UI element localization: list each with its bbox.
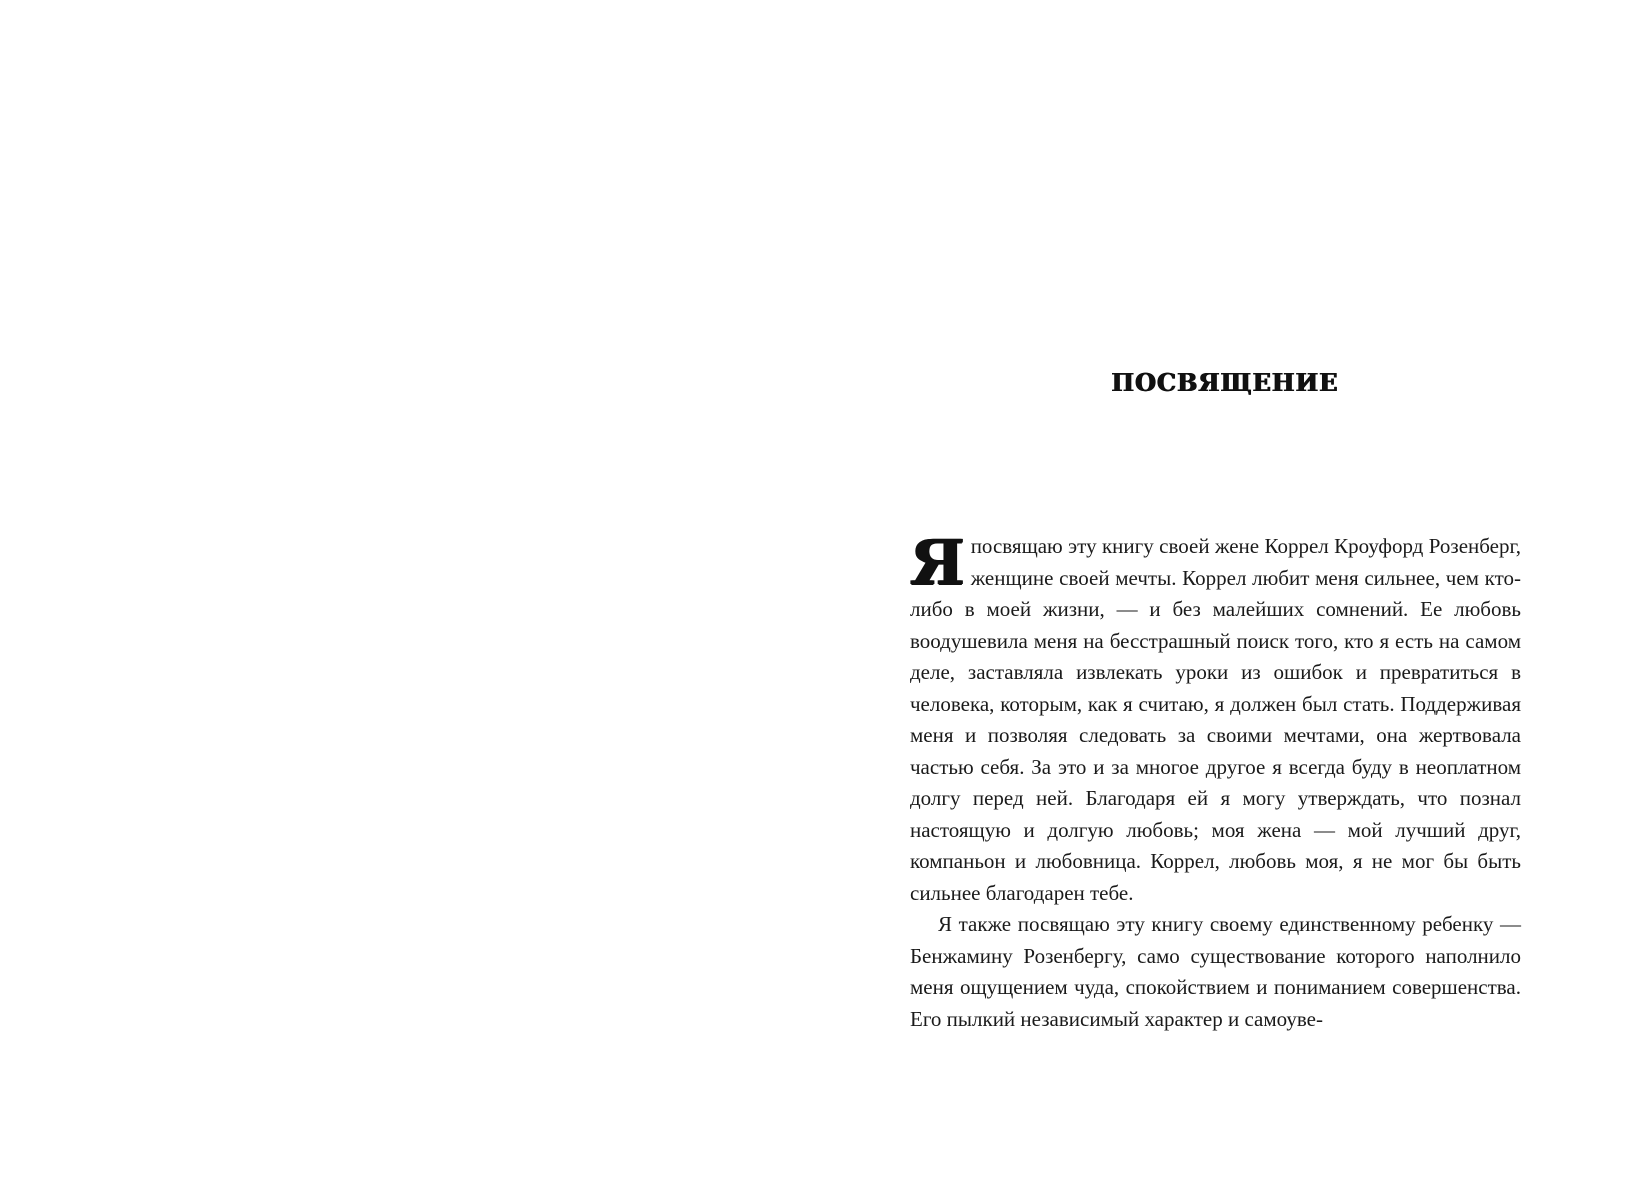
paragraph-2: Я также посвящаю эту книгу своему единственному ребенку — Бенжамину Розенбергу, само существование которого наполнило меня ощущением чуда, спокойствием и пониманием совершенства. Его пылкий независимый характер и самоуве- <box>910 912 1521 1031</box>
dedication-text <box>910 526 1521 1035</box>
chapter-title: ПОСВЯЩЕНИЕ <box>1111 368 1339 397</box>
drop-cap-letter: Я <box>910 526 965 599</box>
paragraph-1 <box>910 526 1521 909</box>
right-page <box>815 0 1630 1181</box>
paragraph-1-text: посвящаю эту книгу своей жене Коррел Кроуфорд Розенберг, женщине своей мечты. Коррел любит меня сильнее, чем кто-либо в моей жизни, — и без малейших сомнений. Ее любовь воодушевила меня на бесстрашный поиск того, кто я есть на самом деле, заставляла извлекать уроки из ошибок и превратиться в человека, которым, как я считаю, я должен был стать. Поддерживая меня и позволяя следовать за своими мечтами, она жертвовала частью себя. За это и за многое другое я всегда буду в неоплатном долгу перед ней. Благодаря ей я могу утверждать, что познал настоящую и долгую любовь; моя жена — мой лучший друг, компаньон и любовница. Коррел, любовь моя, я не мог бы быть сильнее благодарен тебе. <box>910 534 1521 905</box>
